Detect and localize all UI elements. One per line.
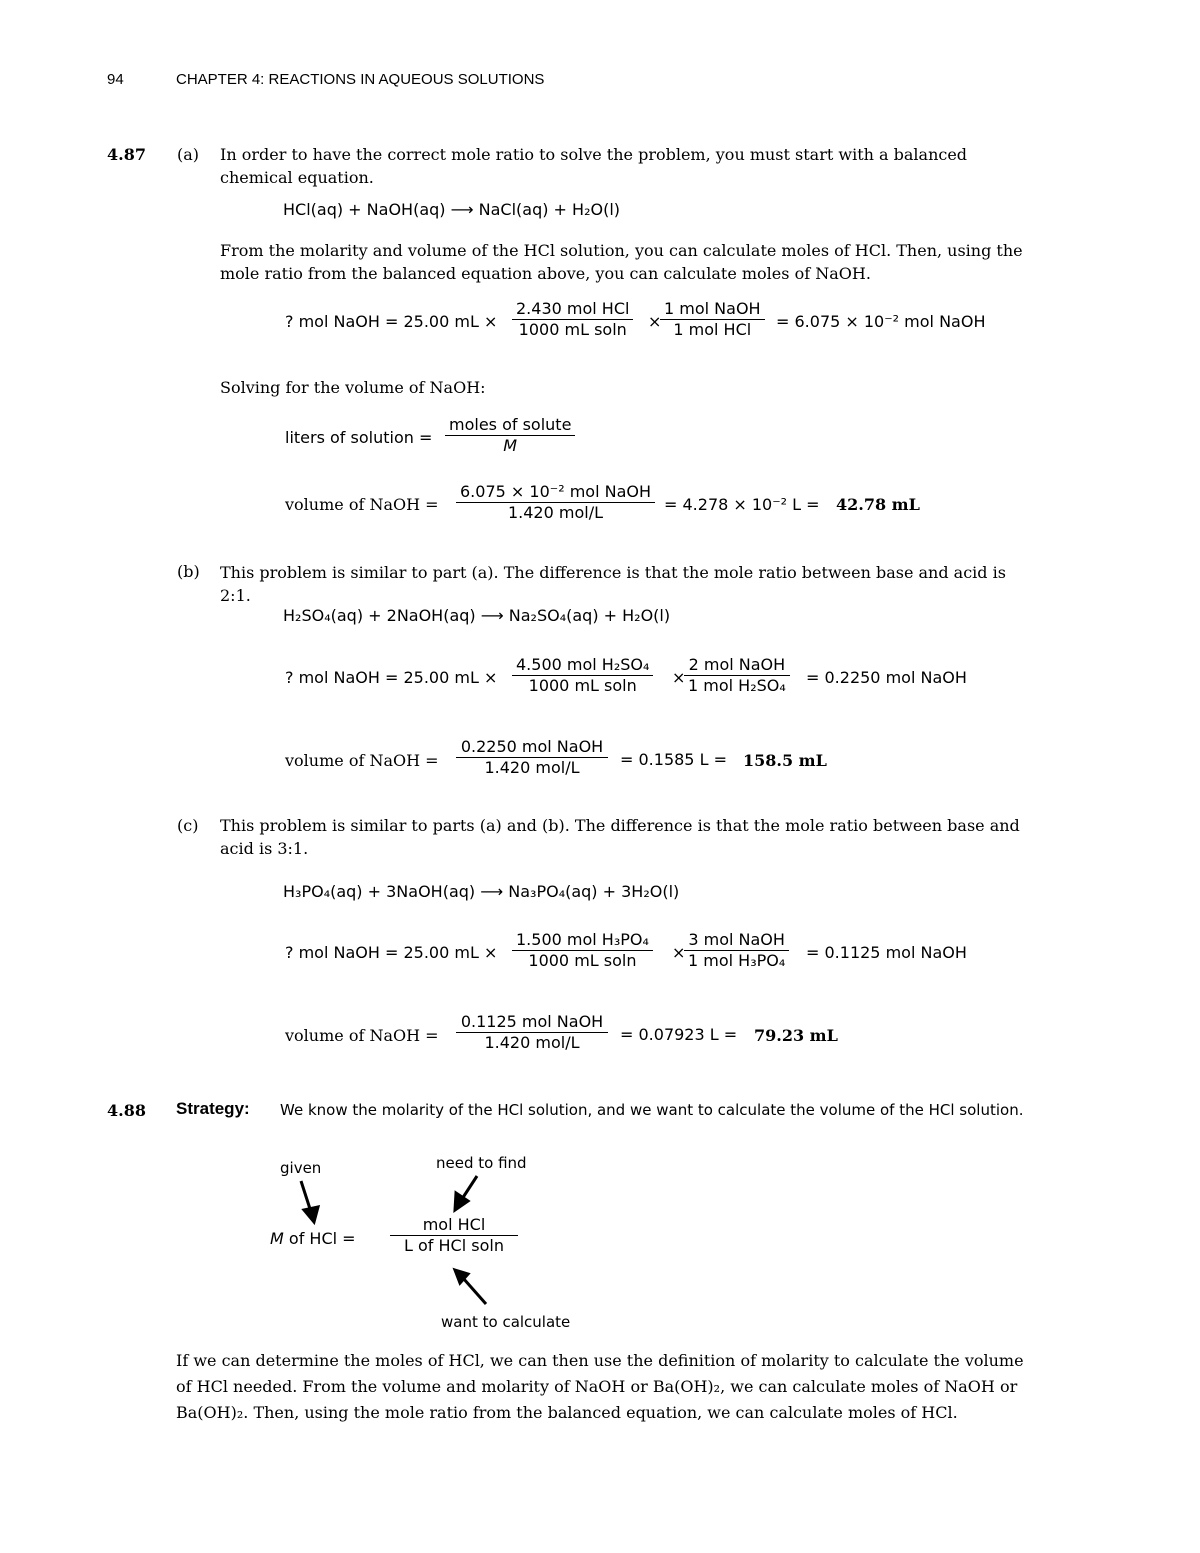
fraction-denominator: M [503,436,518,455]
problem-number-4-88: 4.88 [107,1101,146,1120]
part-c-label: (c) [177,816,199,835]
part-a-paragraph: From the molarity and volume of the HCl solution, you can calculate moles of HCl. Then, using the mole ratio from the balanced equation above, you can calculate moles of NaOH. [220,241,1023,283]
part-b-volume-rhs: = 0.1585 L = [620,750,727,769]
part-a-intro: In order to have the correct mole ratio to solve the problem, you must start with a balanced chemical equation. [220,145,968,187]
part-c-answer: 79.23 mL [754,1026,838,1045]
given-arrowhead-icon [304,1207,318,1222]
fraction-denominator: 1.420 mol/L [484,1033,580,1052]
fraction-denominator: 1000 mL soln [528,951,637,970]
fraction-numerator: 2.430 mol HCl [516,299,630,318]
need-arrow-icon [462,1176,477,1199]
fraction-numerator: 0.2250 mol NaOH [460,737,604,756]
part-b-label: (b) [177,562,200,581]
part-b-volume-lhs: volume of NaOH = [285,751,439,770]
part-c-equation: H₃PO₄(aq) + 3NaOH(aq) ⟶ Na₃PO₄(aq) + 3H₂O(l) [283,882,680,901]
fraction-numerator: moles of solute [449,415,572,434]
fraction-numerator: 1.500 mol H₃PO₄ [516,930,649,949]
part-a-answer: 42.78 mL [836,495,920,514]
part-a-volume-lhs: volume of NaOH = [285,495,439,514]
part-a-volume-rhs: = 4.278 × 10⁻² L = [664,495,820,514]
part-a-calc-lhs: ? mol NaOH = 25.00 mL × [285,312,498,331]
liters-lhs: liters of solution = [285,428,433,447]
part-c-volume-lhs: volume of NaOH = [285,1026,439,1045]
solving-text: Solving for the volume of NaOH: [220,378,486,397]
part-b-calc-rhs: = 0.2250 mol NaOH [806,668,967,687]
part-c-volume-rhs: = 0.07923 L = [620,1025,738,1044]
fraction-numerator: 6.075 × 10⁻² mol NaOH [460,482,651,501]
chapter-title: CHAPTER 4: REACTIONS IN AQUEOUS SOLUTIONS [176,71,545,88]
part-c-intro: This problem is similar to parts (a) and (b). The difference is that the mole ratio between base and acid is 3:1. [220,816,1020,858]
fraction-denominator: 1.420 mol/L [507,503,603,522]
part-b-answer: 158.5 mL [743,751,827,770]
fraction-numerator: 3 mol NaOH [688,930,785,949]
diagram-lhs [270,1229,356,1248]
fraction-numerator: 2 mol NaOH [688,655,786,674]
final-paragraph: If we can determine the moles of HCl, we can then use the definition of molarity to calculate the volume of HCl needed. From the volume and molarity of NaOH or Ba(OH)₂, we can calculate moles of NaOH or Ba(OH)₂. Then, using the mole ratio from the balanced equation, we can calculate moles of HCl. [176,1351,1024,1422]
diagram-lhs-text: of HCl = [283,1229,356,1248]
fraction-numerator: 4.500 mol H₂SO₄ [516,655,650,674]
part-a-equation: HCl(aq) + NaOH(aq) ⟶ NaCl(aq) + H₂O(l) [283,200,621,219]
part-b-equation: H₂SO₄(aq) + 2NaOH(aq) ⟶ Na₂SO₄(aq) + H₂O(l) [283,606,671,625]
diagram-given-label: given [280,1159,322,1177]
fraction-denominator: 1 mol HCl [673,320,752,339]
want-arrow-icon [463,1278,486,1304]
fraction-denominator: 1000 mL soln [528,676,637,695]
page-number: 94 [107,71,124,88]
part-a-label: (a) [177,145,200,164]
part-a-calc-rhs: = 6.075 × 10⁻² mol NaOH [776,312,986,331]
strategy-label: Strategy: [176,1099,250,1118]
fraction-denominator: L of HCl soln [404,1236,504,1255]
fraction-denominator: 1000 mL soln [518,320,627,339]
fraction-numerator: 0.1125 mol NaOH [460,1012,604,1031]
fraction-denominator: 1.420 mol/L [484,758,580,777]
fraction-numerator: 1 mol NaOH [664,299,761,318]
diagram-need-to-find-label: need to find [436,1154,527,1172]
problem-number-4-87: 4.87 [107,145,146,164]
molarity-symbol: M [270,1229,284,1248]
part-b-intro: This problem is similar to part (a). The difference is that the mole ratio between base and acid is 2:1. [220,563,1006,605]
strategy-text: We know the molarity of the HCl solution, and we want to calculate the volume of the HCl solution. [280,1101,1024,1119]
part-c-calc-rhs: = 0.1125 mol NaOH [806,943,967,962]
need-arrowhead-icon [455,1193,468,1210]
part-c-calc-lhs: ? mol NaOH = 25.00 mL × [285,943,498,962]
times-sign: × [672,668,686,687]
fraction-denominator: 1 mol H₃PO₄ [688,951,786,970]
diagram-want-label: want to calculate [441,1313,571,1331]
part-b-calc-lhs: ? mol NaOH = 25.00 mL × [285,668,498,687]
times-sign: × [672,943,686,962]
times-sign: × [648,312,662,331]
fraction-denominator: 1 mol H₂SO₄ [688,676,786,695]
fraction-numerator: mol HCl [422,1215,486,1234]
diagram-fraction [390,1215,518,1256]
